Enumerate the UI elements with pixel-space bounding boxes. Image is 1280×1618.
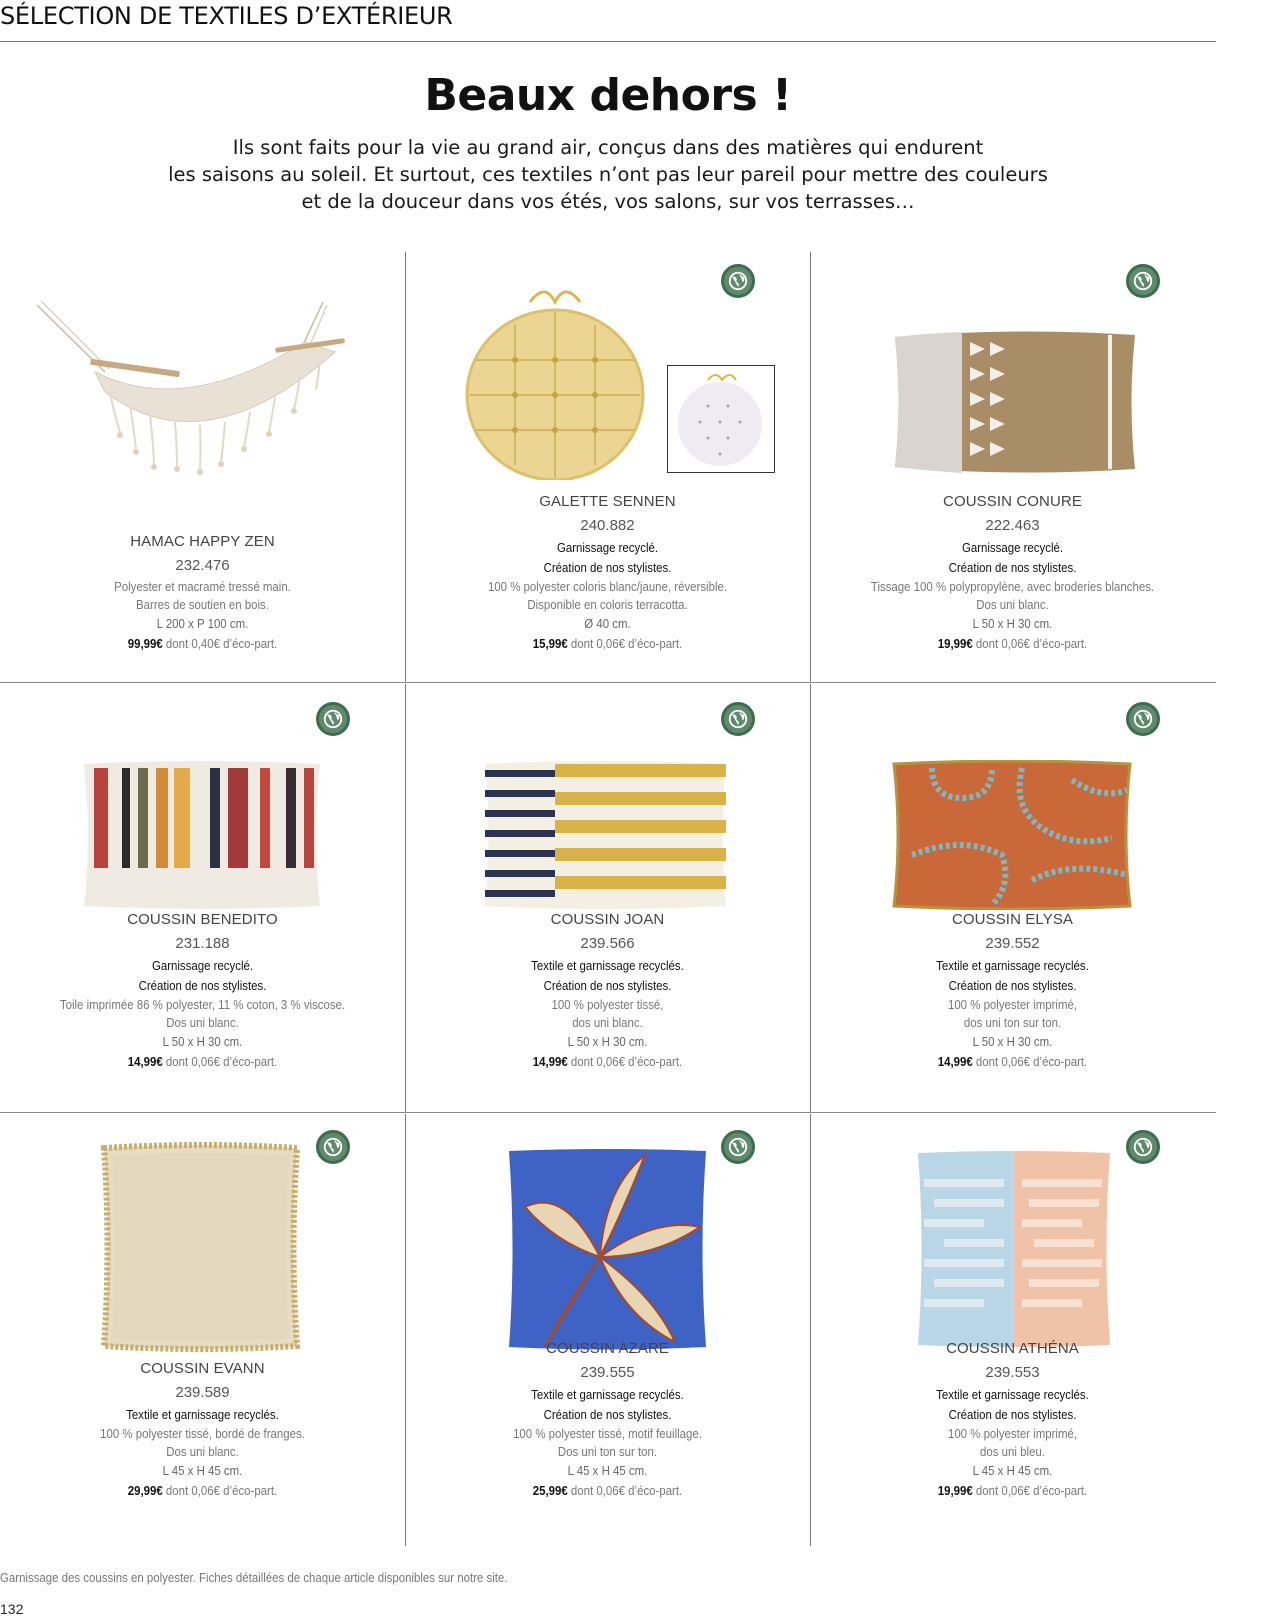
product-price-line (834, 1052, 1190, 1072)
product-price: 99,99€ (127, 636, 163, 651)
product-dimensions: Ø 40 cm. (584, 616, 631, 631)
product-ref: 239.566 (580, 935, 635, 952)
product-description: Disponible en coloris terracotta. (527, 597, 688, 612)
product-info (0, 908, 405, 1072)
product-info (810, 908, 1215, 1072)
product-highlight: Garnissage recyclé. (151, 958, 254, 973)
product-price-line (24, 634, 380, 654)
product-card-coussin-evann[interactable] (0, 1112, 405, 1547)
product-name: COUSSIN BENEDITO (127, 911, 278, 928)
product-info (405, 1337, 810, 1501)
product-description: 100 % polyester tissé, bordé de franges. (100, 1426, 305, 1441)
product-info (810, 490, 1215, 654)
cushion-image (810, 1112, 1215, 1372)
product-info (405, 490, 810, 654)
product-highlight: Création de nos stylistes. (543, 1407, 672, 1422)
product-name: COUSSIN ELYSA (951, 911, 1074, 928)
product-price-line (429, 1481, 785, 1501)
intro-line: Ils sont faits pour la vie au grand air, conçus dans des matières qui endurent (232, 136, 984, 159)
product-description: 100 % polyester imprimé, (947, 1426, 1078, 1441)
product-description: 100 % polyester tissé, (551, 997, 664, 1012)
product-info (0, 1357, 405, 1501)
product-name: COUSSIN EVANN (140, 1360, 265, 1377)
product-dimensions: L 45 x H 45 cm. (567, 1463, 648, 1478)
product-card-coussin-joan[interactable] (405, 682, 810, 1112)
product-highlight: Textile et garnissage recyclés. (936, 1387, 1089, 1402)
product-highlight: Textile et garnissage recyclés. (531, 958, 684, 973)
product-description: Barres de soutien en bois. (136, 597, 269, 612)
product-info (0, 530, 405, 654)
product-highlight: Création de nos stylistes. (948, 560, 1077, 575)
product-row (0, 682, 1216, 1112)
product-description: dos uni blanc. (572, 1015, 643, 1030)
product-price: 29,99€ (127, 1483, 163, 1498)
product-ref: 239.553 (985, 1364, 1040, 1381)
page-number: 132 (0, 1601, 24, 1617)
product-highlight: Garnissage recyclé. (556, 540, 659, 555)
product-price: 19,99€ (937, 1483, 973, 1498)
cushion-image (810, 252, 1215, 492)
product-name: COUSSIN ATHÉNA (946, 1340, 1079, 1357)
product-price: 14,99€ (127, 1054, 163, 1069)
product-dimensions: L 50 x H 30 cm. (162, 1034, 243, 1049)
product-description: dos uni bleu. (980, 1444, 1045, 1459)
product-dimensions: L 50 x H 30 cm. (972, 616, 1053, 631)
product-name: HAMAC HAPPY ZEN (130, 533, 275, 550)
intro-line: et de la douceur dans vos étés, vos salons, sur vos terrasses… (301, 190, 915, 213)
product-row (0, 252, 1216, 682)
product-info (405, 908, 810, 1072)
intro-line: les saisons au soleil. Et surtout, ces textiles n’ont pas leur pareil pour mettre des couleurs (168, 163, 1048, 186)
product-description: Toile imprimée 86 % polyester, 11 % coton, 3 % viscose. (59, 997, 346, 1012)
cushion-image (405, 252, 810, 492)
product-price: 14,99€ (937, 1054, 973, 1069)
product-description: Dos uni ton sur ton. (557, 1444, 658, 1459)
product-price-line (429, 1052, 785, 1072)
product-card-coussin-azare[interactable] (405, 1112, 810, 1547)
product-price: 15,99€ (532, 636, 568, 651)
product-description: 100 % polyester tissé, motif feuillage. (513, 1426, 702, 1441)
product-price-line (834, 1481, 1190, 1501)
product-description: 100 % polyester imprimé, (947, 997, 1078, 1012)
product-card-coussin-athena[interactable] (810, 1112, 1215, 1547)
product-description: Tissage 100 % polypropylène, avec broderies blanches. (870, 579, 1155, 594)
product-description: Polyester et macramé tressé main. (114, 579, 291, 594)
cushion-image (405, 1112, 810, 1372)
product-description: Dos uni blanc. (166, 1015, 239, 1030)
product-card-coussin-conure[interactable] (810, 252, 1215, 682)
product-description: 100 % polyester coloris blanc/jaune, réversible. (487, 579, 728, 594)
product-dimensions: L 45 x H 45 cm. (972, 1463, 1053, 1478)
product-dimensions: L 50 x H 30 cm. (567, 1034, 648, 1049)
footnote: Garnissage des coussins en polyester. Fiches détaillées de chaque article disponibles sur notre site. (0, 1570, 508, 1585)
product-price-line (429, 634, 785, 654)
eco-part: dont 0,06€ d’éco-part. (162, 1483, 278, 1498)
product-info (810, 1337, 1215, 1501)
product-row (0, 1112, 1216, 1547)
product-card-hamac-happy-zen[interactable] (0, 252, 405, 682)
product-price-line (24, 1052, 380, 1072)
eco-part: dont 0,06€ d’éco-part. (567, 636, 683, 651)
product-description: Dos uni blanc. (976, 597, 1049, 612)
eco-part: dont 0,06€ d’éco-part. (567, 1483, 683, 1498)
product-name: COUSSIN AZARE (546, 1340, 669, 1357)
product-name: COUSSIN CONURE (943, 493, 1082, 510)
product-description: Dos uni blanc. (166, 1444, 239, 1459)
product-price-line (834, 634, 1190, 654)
product-highlight: Création de nos stylistes. (543, 560, 672, 575)
product-highlight: Textile et garnissage recyclés. (531, 1387, 684, 1402)
product-price: 19,99€ (937, 636, 973, 651)
product-ref: 239.552 (985, 935, 1040, 952)
eco-part: dont 0,06€ d’éco-part. (567, 1054, 683, 1069)
product-price: 14,99€ (532, 1054, 568, 1069)
product-ref: 240.882 (580, 517, 635, 534)
product-card-coussin-benedito[interactable] (0, 682, 405, 1112)
product-name: GALETTE SENNEN (539, 493, 676, 510)
product-description: dos uni ton sur ton. (963, 1015, 1062, 1030)
product-ref: 239.589 (175, 1384, 230, 1401)
section-title-rule (0, 41, 1216, 42)
eco-part: dont 0,40€ d’éco-part. (162, 636, 278, 651)
product-dimensions: L 45 x H 45 cm. (162, 1463, 243, 1478)
eco-part: dont 0,06€ d’éco-part. (162, 1054, 278, 1069)
eco-part: dont 0,06€ d’éco-part. (972, 1054, 1088, 1069)
product-highlight: Création de nos stylistes. (948, 978, 1077, 993)
product-highlight: Textile et garnissage recyclés. (936, 958, 1089, 973)
eco-part: dont 0,06€ d’éco-part. (972, 1483, 1088, 1498)
product-card-coussin-elysa[interactable] (810, 682, 1215, 1112)
product-highlight: Création de nos stylistes. (948, 1407, 1077, 1422)
cushion-image (0, 682, 405, 922)
product-card-galette-sennen[interactable] (405, 252, 810, 682)
product-price-line (24, 1481, 380, 1501)
product-highlight: Textile et garnissage recyclés. (126, 1407, 279, 1422)
product-price: 25,99€ (532, 1483, 568, 1498)
cushion-image (405, 682, 810, 922)
section-title: SÉLECTION DE TEXTILES D’EXTÉRIEUR (0, 2, 453, 30)
product-highlight: Garnissage recyclé. (961, 540, 1064, 555)
inset-white-variant-image (667, 365, 775, 473)
product-name: COUSSIN JOAN (550, 911, 665, 928)
product-highlight: Création de nos stylistes. (138, 978, 267, 993)
page-headline: Beaux dehors ! (424, 70, 792, 121)
hammock-image (0, 252, 405, 492)
product-ref: 231.188 (175, 935, 230, 952)
product-ref: 222.463 (985, 517, 1040, 534)
product-dimensions: L 200 x P 100 cm. (156, 616, 249, 631)
cushion-image (810, 682, 1215, 922)
product-highlight: Création de nos stylistes. (543, 978, 672, 993)
product-ref: 239.555 (580, 1364, 635, 1381)
product-dimensions: L 50 x H 30 cm. (972, 1034, 1053, 1049)
product-ref: 232.476 (175, 557, 230, 574)
intro-text (100, 134, 1116, 215)
cushion-image (0, 1112, 405, 1372)
eco-part: dont 0,06€ d’éco-part. (972, 636, 1088, 651)
